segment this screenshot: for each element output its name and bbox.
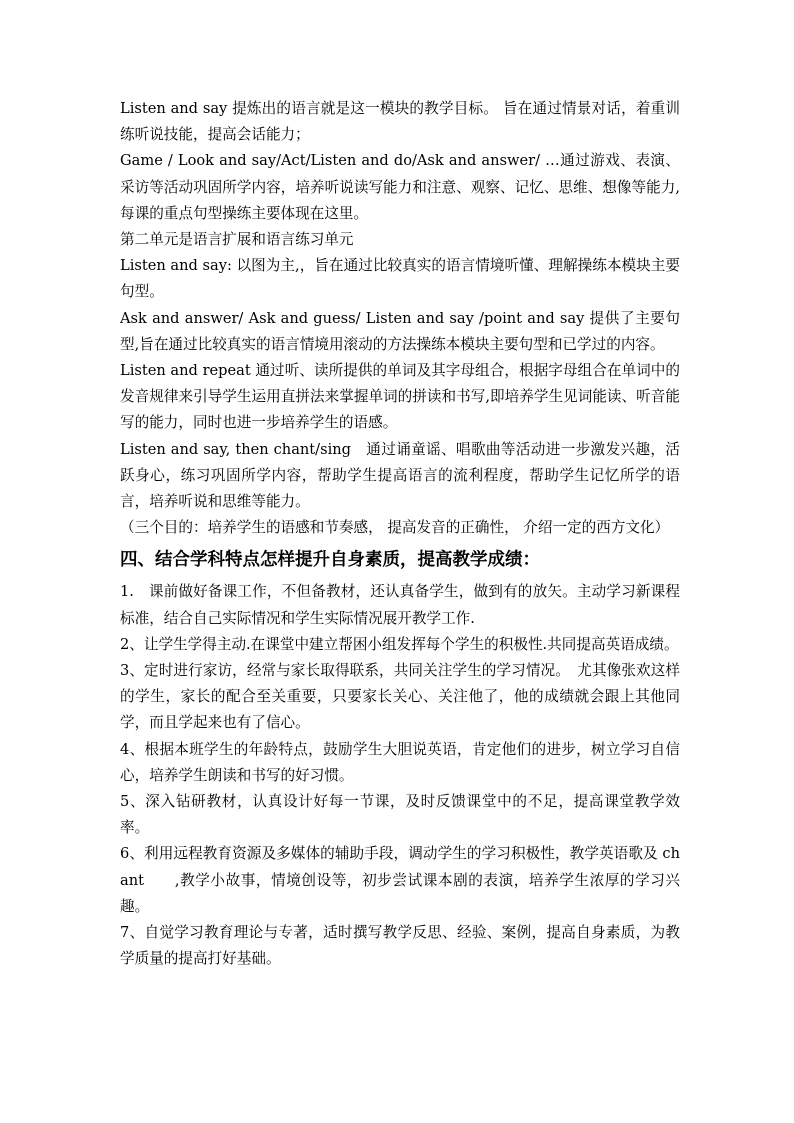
list-item: 7、自觉学习教育理论与专著，适时撰写教学反思、经验、案例，提高自身素质，为教学质量的提高打好基础。 bbox=[120, 924, 680, 968]
paragraph-unit-two-title: 第二单元是语言扩展和语言练习单元 bbox=[120, 231, 354, 249]
paragraph-three-goals: （三个目的：培养学生的语感和节奏感， 提高发音的正确性， 介绍一定的西方文化） bbox=[120, 519, 670, 537]
paragraph-chant-sing: Listen and say, then chant/sing 通过诵童谣、唱歌曲等活动进一步激发兴趣，活跃身心，练习巩固所学内容，帮助学生提高语言的流利程度，帮助学生记忆所学的语言，培养听说和思维等能力。 bbox=[120, 440, 680, 511]
list-item: 1. 课前做好备课工作，不但备教材，还认真备学生，做到有的放矢。主动学习新课程标准，结合自己实际情况和学生实际情况展开教学工作. bbox=[120, 583, 680, 627]
list-item: 6、利用远程教育资源及多媒体的辅助手段，调动学生的学习积极性，教学英语歌及 chant ,教学小故事，情境创设等，初步尝试课本剧的表演，培养学生浓厚的学习兴趣。 bbox=[120, 845, 680, 915]
paragraph-game-activities: Game / Look and say/Act/Listen and do/Ask and answer/ …通过游戏、表演、采访等活动巩固所学内容，培养听说读写能力和注意、观察、记忆、思维、想像等能力,每课的重点句型操练主要体现在这里。 bbox=[120, 152, 680, 222]
paragraph-ask-and-answer: Ask and answer/ Ask and guess/ Listen and say /point and say 提供了主要句型,旨在通过比较真实的语言情境用滚动的方法操练本模块主要句型和已学过的内容。 bbox=[120, 309, 680, 353]
document-page bbox=[120, 96, 680, 973]
list-item: 2、让学生学得主动.在课堂中建立帮困小组发挥每个学生的积极性.共同提高英语成绩。 bbox=[120, 635, 679, 653]
list-item: 4、根据本班学生的年龄特点，鼓励学生大胆说英语，肯定他们的进步，树立学习自信心，培养学生朗读和书写的好习惯。 bbox=[120, 740, 680, 784]
section-four-heading: 四、结合学科特点怎样提升自身素质，提高教学成绩： bbox=[120, 550, 540, 571]
list-item: 3、定时进行家访，经常与家长取得联系，共同关注学生的学习情况。 尤其像张欢这样的学生，家长的配合至关重要，只要家长关心、关注他了，他的成绩就会跟上其他同学，而且学起来也有了信心。 bbox=[120, 662, 680, 732]
list-item: 5、深入钻研教材，认真设计好每一节课，及时反馈课堂中的不足，提高课堂教学效率。 bbox=[120, 793, 680, 837]
paragraph-listen-and-say-goal: Listen and say 提炼出的语言就是这一模块的教学目标。 旨在通过情景对话，着重训练听说技能，提高会话能力； bbox=[120, 100, 680, 144]
paragraph-listen-and-repeat: Listen and repeat 通过听、读所提供的单词及其字母组合，根据字母组合在单词中的发音规律来引导学生运用直拼法来掌握单词的拼读和书写,即培养学生见词能读、听音能写的能力，同时也进一步培养学生的语感。 bbox=[120, 362, 680, 432]
paragraph-listen-and-say-pictures: Listen and say: 以图为主,，旨在通过比较真实的语言情境听懂、理解操练本模块主要句型。 bbox=[120, 257, 680, 301]
